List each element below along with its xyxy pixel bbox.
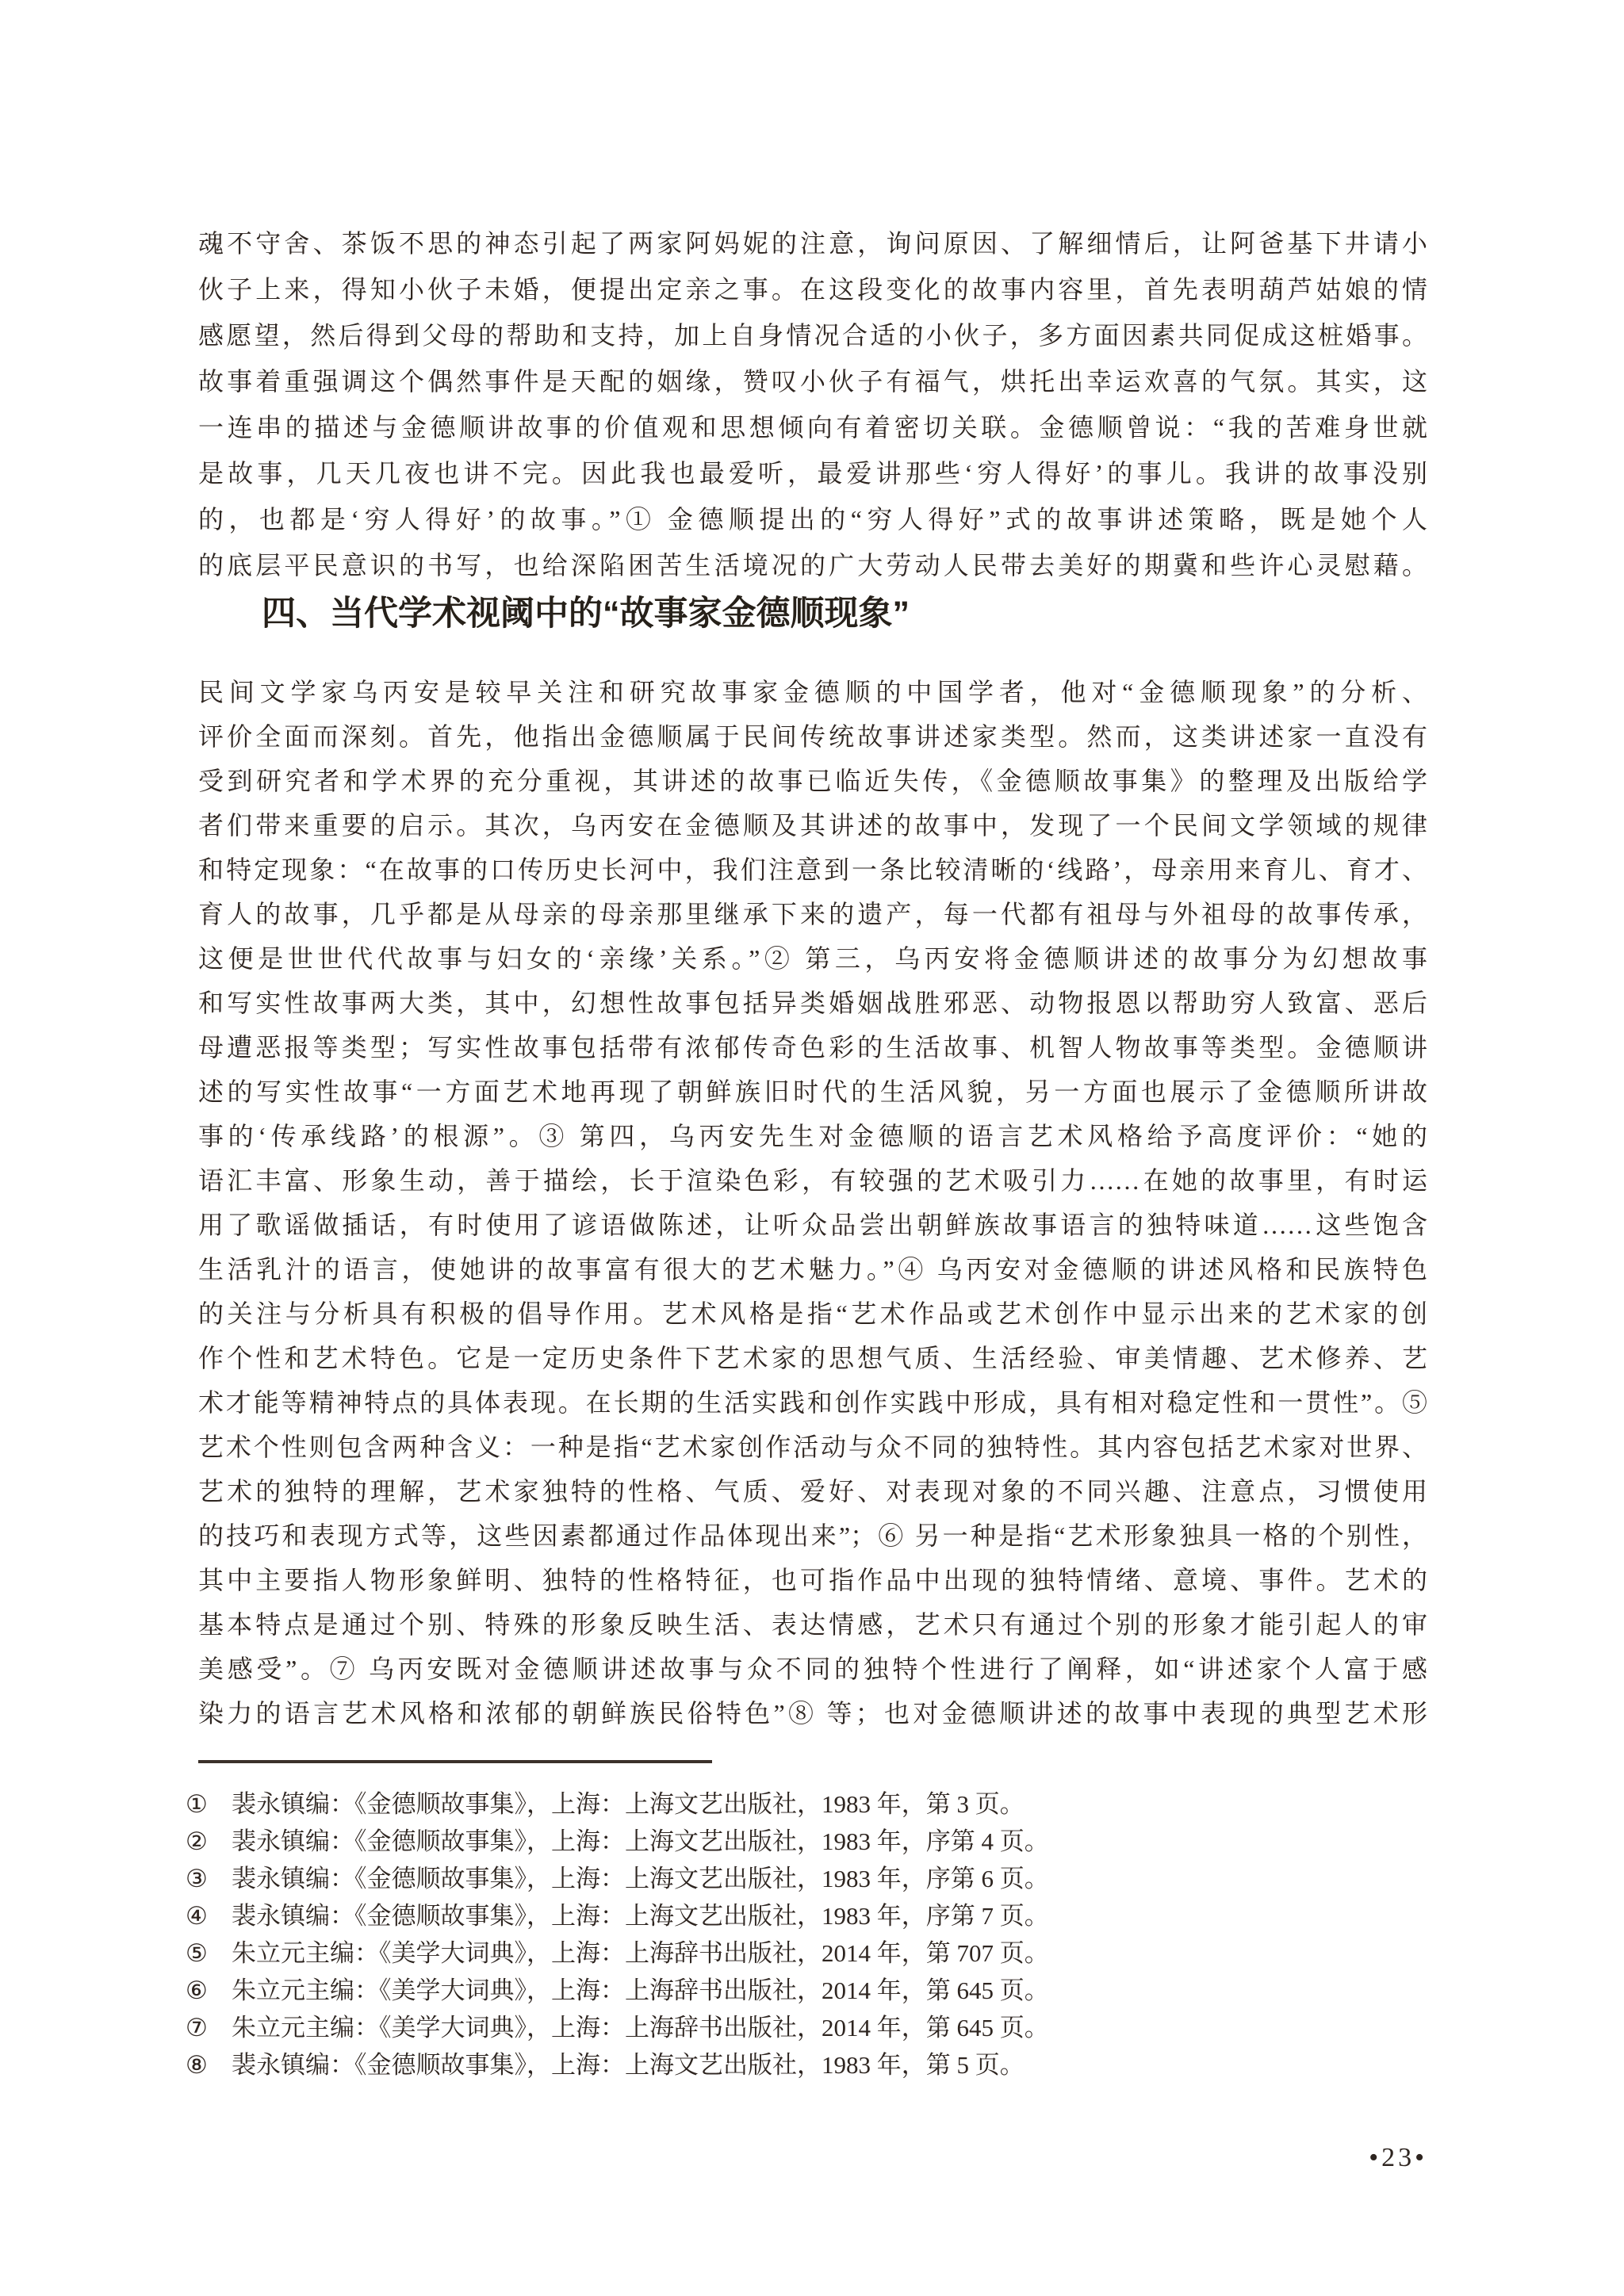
body-text-line: 育人的故事，几乎都是从母亲的母亲那里继承下来的遗产，每一代都有祖母与外祖母的故事传承， (198, 900, 1427, 928)
body-text-line: 受到研究者和学术界的充分重视，其讲述的故事已临近失传，《金德顺故事集》的整理及出版给学 (198, 767, 1427, 795)
footnote-marker: ② (186, 1827, 208, 1855)
footnote-text: 裴永镇编：《金德顺故事集》，上海：上海文艺出版社，1983 年，序第 7 页。 (232, 1902, 1049, 1930)
footnote-marker: ⑧ (186, 2051, 208, 2079)
footnote-text: 朱立元主编：《美学大词典》，上海：上海辞书出版社，2014 年，第 645 页。 (232, 1976, 1049, 2004)
footnote-marker: ④ (186, 1902, 208, 1930)
footnote-item (186, 2009, 1427, 2046)
body-text-line: 的，也都是‘穷人得好’的故事。”① 金德顺提出的“穷人得好”式的故事讲述策略，既是她个人 (198, 505, 1427, 534)
footnote-text: 裴永镇编：《金德顺故事集》，上海：上海文艺出版社，1983 年，序第 6 页。 (232, 1865, 1049, 1892)
body-text-line: 故事着重强调这个偶然事件是天配的姻缘，赞叹小伙子有福气，烘托出幸运欢喜的气氛。其实，这 (198, 367, 1427, 396)
body-text-line: 其中主要指人物形象鲜明、独特的性格特征，也可指作品中出现的独特情绪、意境、事件。艺术的 (198, 1566, 1427, 1594)
body-text-line: 是故事，几天几夜也讲不完。因此我也最爱听，最爱讲那些‘穷人得好’的事儿。我讲的故事没别 (198, 459, 1427, 488)
footnote-item (186, 1785, 1427, 1823)
section-heading: 四、当代学术视阈中的“故事家金德顺现象” (262, 595, 910, 633)
paragraph-continued (198, 220, 1427, 588)
footnote-marker: ⑥ (186, 1976, 208, 2004)
body-text-line: 感愿望，然后得到父母的帮助和支持，加上自身情况合适的小伙子，多方面因素共同促成这桩婚事。 (198, 321, 1427, 350)
body-text-line: 者们带来重要的启示。其次，乌丙安在金德顺及其讲述的故事中，发现了一个民间文学领域的规律 (198, 811, 1427, 840)
footnote-item (186, 1823, 1427, 1860)
footnotes (186, 1785, 1427, 2084)
body-text-line: 生活乳汁的语言，使她讲的故事富有很大的艺术魅力。”④ 乌丙安对金德顺的讲述风格和民族特色 (198, 1255, 1427, 1284)
body-text-line: 民间文学家乌丙安是较早关注和研究故事家金德顺的中国学者，他对“金德顺现象”的分析、 (198, 678, 1427, 706)
paragraph-section-body (198, 670, 1427, 1735)
body-text-line: 伙子上来，得知小伙子未婚，便提出定亲之事。在这段变化的故事内容里，首先表明葫芦姑娘的情 (198, 275, 1427, 304)
footnote-text: 裴永镇编：《金德顺故事集》，上海：上海文艺出版社，1983 年，第 3 页。 (232, 1790, 1025, 1818)
body-text-line: 艺术个性则包含两种含义：一种是指“艺术家创作活动与众不同的独特性。其内容包括艺术家对世界、 (198, 1433, 1427, 1461)
body-text-line: 魂不守舍、茶饭不思的神态引起了两家阿妈妮的注意，询问原因、了解细情后，让阿爸基下井请小 (198, 229, 1427, 258)
body-text-line: 事的‘传承线路’的根源”。③ 第四，乌丙安先生对金德顺的语言艺术风格给予高度评价：“她的 (198, 1122, 1427, 1150)
body-text-line: 染力的语言艺术风格和浓郁的朝鲜族民俗特色”⑧ 等；也对金德顺讲述的故事中表现的典型艺术形 (198, 1699, 1427, 1728)
footnote-item (186, 1860, 1427, 1897)
body-text-line: 述的写实性故事“一方面艺术地再现了朝鲜族旧时代的生活风貌，另一方面也展示了金德顺所讲故 (198, 1077, 1427, 1106)
body-text-line: 作个性和艺术特色。它是一定历史条件下艺术家的思想气质、生活经验、审美情趣、艺术修养、艺 (198, 1344, 1427, 1372)
footnote-text: 裴永镇编：《金德顺故事集》，上海：上海文艺出版社，1983 年，第 5 页。 (232, 2051, 1025, 2079)
body-text-line: 和写实性故事两大类，其中，幻想性故事包括异类婚姻战胜邪恶、动物报恩以帮助穷人致富、恶后 (198, 989, 1427, 1017)
footnote-item (186, 1972, 1427, 2009)
body-text-line: 一连串的描述与金德顺讲故事的价值观和思想倾向有着密切关联。金德顺曾说：“我的苦难身世就 (198, 413, 1427, 442)
body-text-line: 评价全面而深刻。首先，他指出金德顺属于民间传统故事讲述家类型。然而，这类讲述家一直没有 (198, 722, 1427, 751)
body-text-line: 术才能等精神特点的具体表现。在长期的生活实践和创作实践中形成，具有相对稳定性和一贯性”。⑤ (198, 1388, 1427, 1417)
footnote-text: 朱立元主编：《美学大词典》，上海：上海辞书出版社，2014 年，第 707 页。 (232, 1939, 1049, 1967)
footnote-divider (198, 1760, 712, 1763)
body-text-line: 的关注与分析具有积极的倡导作用。艺术风格是指“艺术作品或艺术创作中显示出来的艺术家的创 (198, 1299, 1427, 1328)
footnote-marker: ⑤ (186, 1939, 208, 1967)
page-number: •23• (1369, 2143, 1427, 2172)
footnote-marker: ③ (186, 1865, 208, 1892)
body-text-line: 这便是世世代代故事与妇女的‘亲缘’关系。”② 第三，乌丙安将金德顺讲述的故事分为幻想故事 (198, 944, 1427, 973)
body-text-line: 美感受”。⑦ 乌丙安既对金德顺讲述故事与众不同的独特个性进行了阐释，如“讲述家个人富于感 (198, 1655, 1427, 1683)
footnote-text: 裴永镇编：《金德顺故事集》，上海：上海文艺出版社，1983 年，序第 4 页。 (232, 1827, 1049, 1855)
body-text-line: 母遭恶报等类型；写实性故事包括带有浓郁传奇色彩的生活故事、机智人物故事等类型。金德顺讲 (198, 1033, 1427, 1062)
body-text-line: 语汇丰富、形象生动，善于描绘，长于渲染色彩，有较强的艺术吸引力……在她的故事里，有时运 (198, 1166, 1427, 1195)
body-text-line: 基本特点是通过个别、特殊的形象反映生活、表达情感，艺术只有通过个别的形象才能引起人的审 (198, 1610, 1427, 1639)
footnote-marker: ① (186, 1790, 208, 1818)
body-text-line: 的技巧和表现方式等，这些因素都通过作品体现出来”；⑥ 另一种是指“艺术形象独具一格的个别性， (198, 1521, 1427, 1550)
footnote-item (186, 1934, 1427, 1972)
body-text-line: 艺术的独特的理解，艺术家独特的性格、气质、爱好、对表现对象的不同兴趣、注意点，习惯使用 (198, 1477, 1427, 1506)
footnote-item (186, 2046, 1427, 2084)
body-text-line: 和特定现象：“在故事的口传历史长河中，我们注意到一条比较清晰的‘线路’，母亲用来育儿、育才、 (198, 855, 1427, 884)
footnote-text: 朱立元主编：《美学大词典》，上海：上海辞书出版社，2014 年，第 645 页。 (232, 2014, 1049, 2042)
body-text-line: 的底层平民意识的书写，也给深陷困苦生活境况的广大劳动人民带去美好的期冀和些许心灵慰藉。 (198, 551, 1427, 580)
footnote-item (186, 1897, 1427, 1934)
footnote-marker: ⑦ (186, 2014, 208, 2042)
body-text-line: 用了歌谣做插话，有时使用了谚语做陈述，让听众品尝出朝鲜族故事语言的独特味道……这些饱含 (198, 1211, 1427, 1239)
